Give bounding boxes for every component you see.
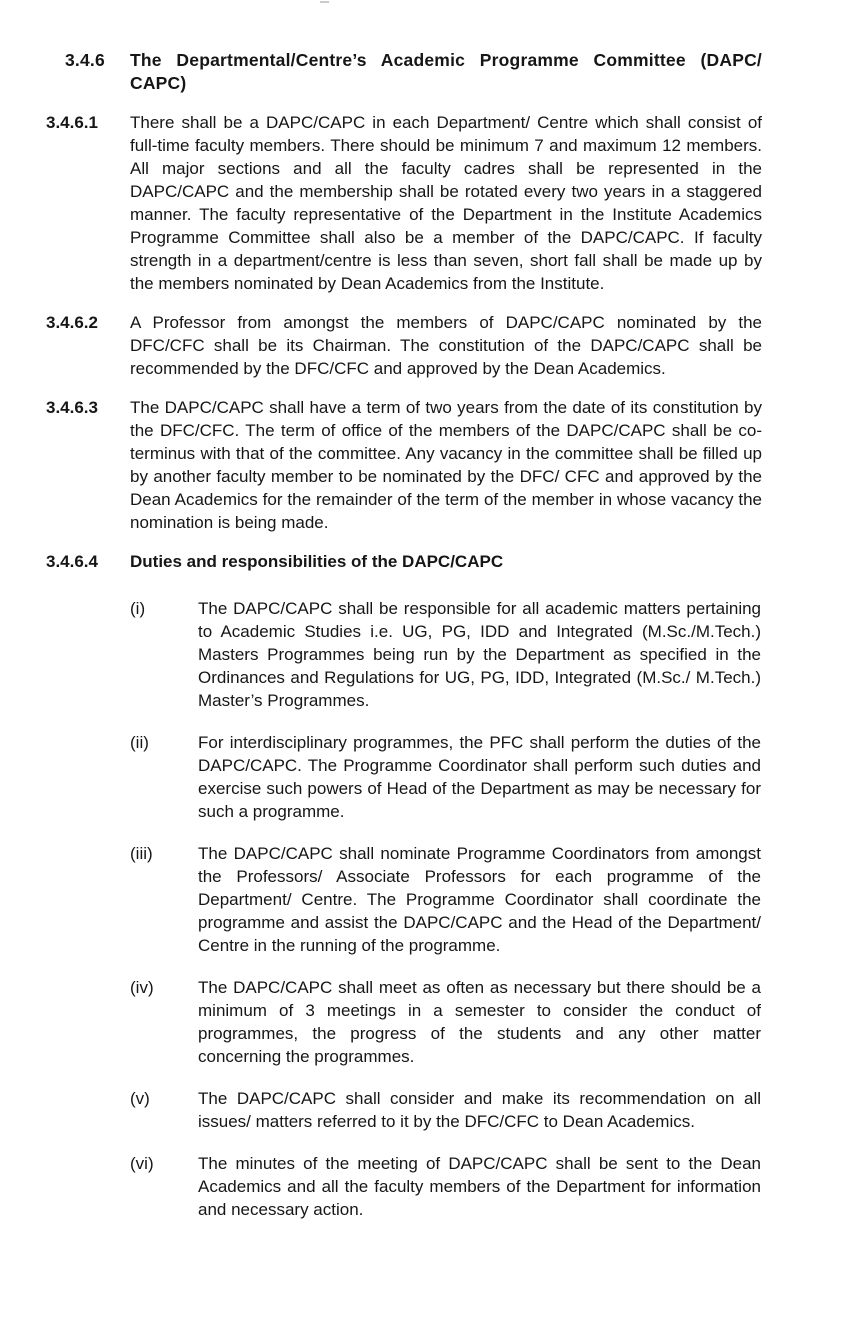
list-item-text: The DAPC/CAPC shall consider and make its recommendation on all issues/ matters referred to it by the DFC/CFC to Dean Academics.	[198, 1089, 761, 1131]
list-item-text: The DAPC/CAPC shall be responsible for all academic matters pertaining to Academic Studies i.e. UG, PG, IDD and Integrated (M.Sc./M.Tech.) Masters Programmes being run by the Department as specified in the Ordinances and Regulations for UG, PG, IDD, Integrated (M.Sc./ M.Tech.) Master’s Programmes.	[198, 599, 761, 710]
list-item-iv	[130, 976, 863, 1068]
list-item-text: The minutes of the meeting of DAPC/CAPC shall be sent to the Dean Academics and all the faculty members of the Department for information and necessary action.	[198, 1154, 761, 1219]
list-item-iii	[130, 842, 863, 957]
list-item-vi	[130, 1152, 863, 1221]
clause-3-4-6-3	[0, 396, 863, 534]
list-item-ii	[130, 731, 863, 823]
clause-3-4-6-2	[0, 311, 863, 380]
subheading-text: Duties and responsibilities of the DAPC/CAPC	[130, 552, 504, 571]
list-item-label: (v)	[130, 1089, 150, 1108]
page-top-artifact	[320, 1, 329, 3]
section-number: 3.4.6	[65, 50, 105, 70]
list-item-label: (iii)	[130, 844, 153, 863]
clause-text: The DAPC/CAPC shall have a term of two years from the date of its constitution by the DFC/CFC. The term of office of the members of the DAPC/CAPC shall be co-terminus with that of the committee. Any vacancy in the committee shall be filled up by another faculty member to be nominated by the DFC/ CFC and approved by the Dean Academics for the remainder of the term of the member in whose vacancy the nomination is being made.	[130, 398, 762, 532]
clause-text: There shall be a DAPC/CAPC in each Department/ Centre which shall consist of full-time faculty members. There should be minimum 7 and maximum 12 members. All major sections and all the faculty cadres shall be represented in the DAPC/CAPC and the membership shall be rotated every two years in a staggered manner. The faculty representative of the Department in the Institute Academics Programme Committee shall also be a member of the DAPC/CAPC. If faculty strength in a department/centre is less than seven, short fall shall be made up by the members nominated by Dean Academics from the Institute.	[130, 113, 762, 293]
section-heading	[0, 49, 863, 95]
clause-number: 3.4.6.4	[46, 552, 98, 571]
clause-number: 3.4.6.2	[46, 313, 98, 332]
clause-3-4-6-1	[0, 111, 863, 295]
list-item-label: (iv)	[130, 978, 154, 997]
list-item-label: (i)	[130, 599, 146, 618]
list-item-text: The DAPC/CAPC shall meet as often as necessary but there should be a minimum of 3 meetings in a semester to consider the conduct of programmes, the progress of the students and any other matter concerning the programmes.	[198, 978, 761, 1066]
list-item-text: For interdisciplinary programmes, the PFC shall perform the duties of the DAPC/CAPC. The Programme Coordinator shall perform such duties and exercise such powers of Head of the Department as may be necessary for such a programme.	[198, 733, 761, 821]
clause-3-4-6-4-heading	[0, 550, 863, 573]
list-item-i	[130, 597, 863, 712]
document-content	[0, 49, 863, 1240]
section-heading-text: The Departmental/Centre’s Academic Programme Committee (DAPC/ CAPC)	[130, 50, 762, 93]
list-item-label: (vi)	[130, 1154, 154, 1173]
list-item-label: (ii)	[130, 733, 149, 752]
list-item-text: The DAPC/CAPC shall nominate Programme Coordinators from amongst the Professors/ Associate Professors for each programme of the Department/ Centre. The Programme Coordinator shall coordinate the programme and assist the DAPC/CAPC and the Head of the Department/ Centre in the running of the programme.	[198, 844, 761, 955]
clause-number: 3.4.6.3	[46, 398, 98, 417]
clause-text: A Professor from amongst the members of DAPC/CAPC nominated by the DFC/CFC shall be its Chairman. The constitution of the DAPC/CAPC shall be recommended by the DFC/CFC and approved by the Dean Academics.	[130, 313, 762, 378]
clause-number: 3.4.6.1	[46, 113, 98, 132]
list-item-v	[130, 1087, 863, 1133]
